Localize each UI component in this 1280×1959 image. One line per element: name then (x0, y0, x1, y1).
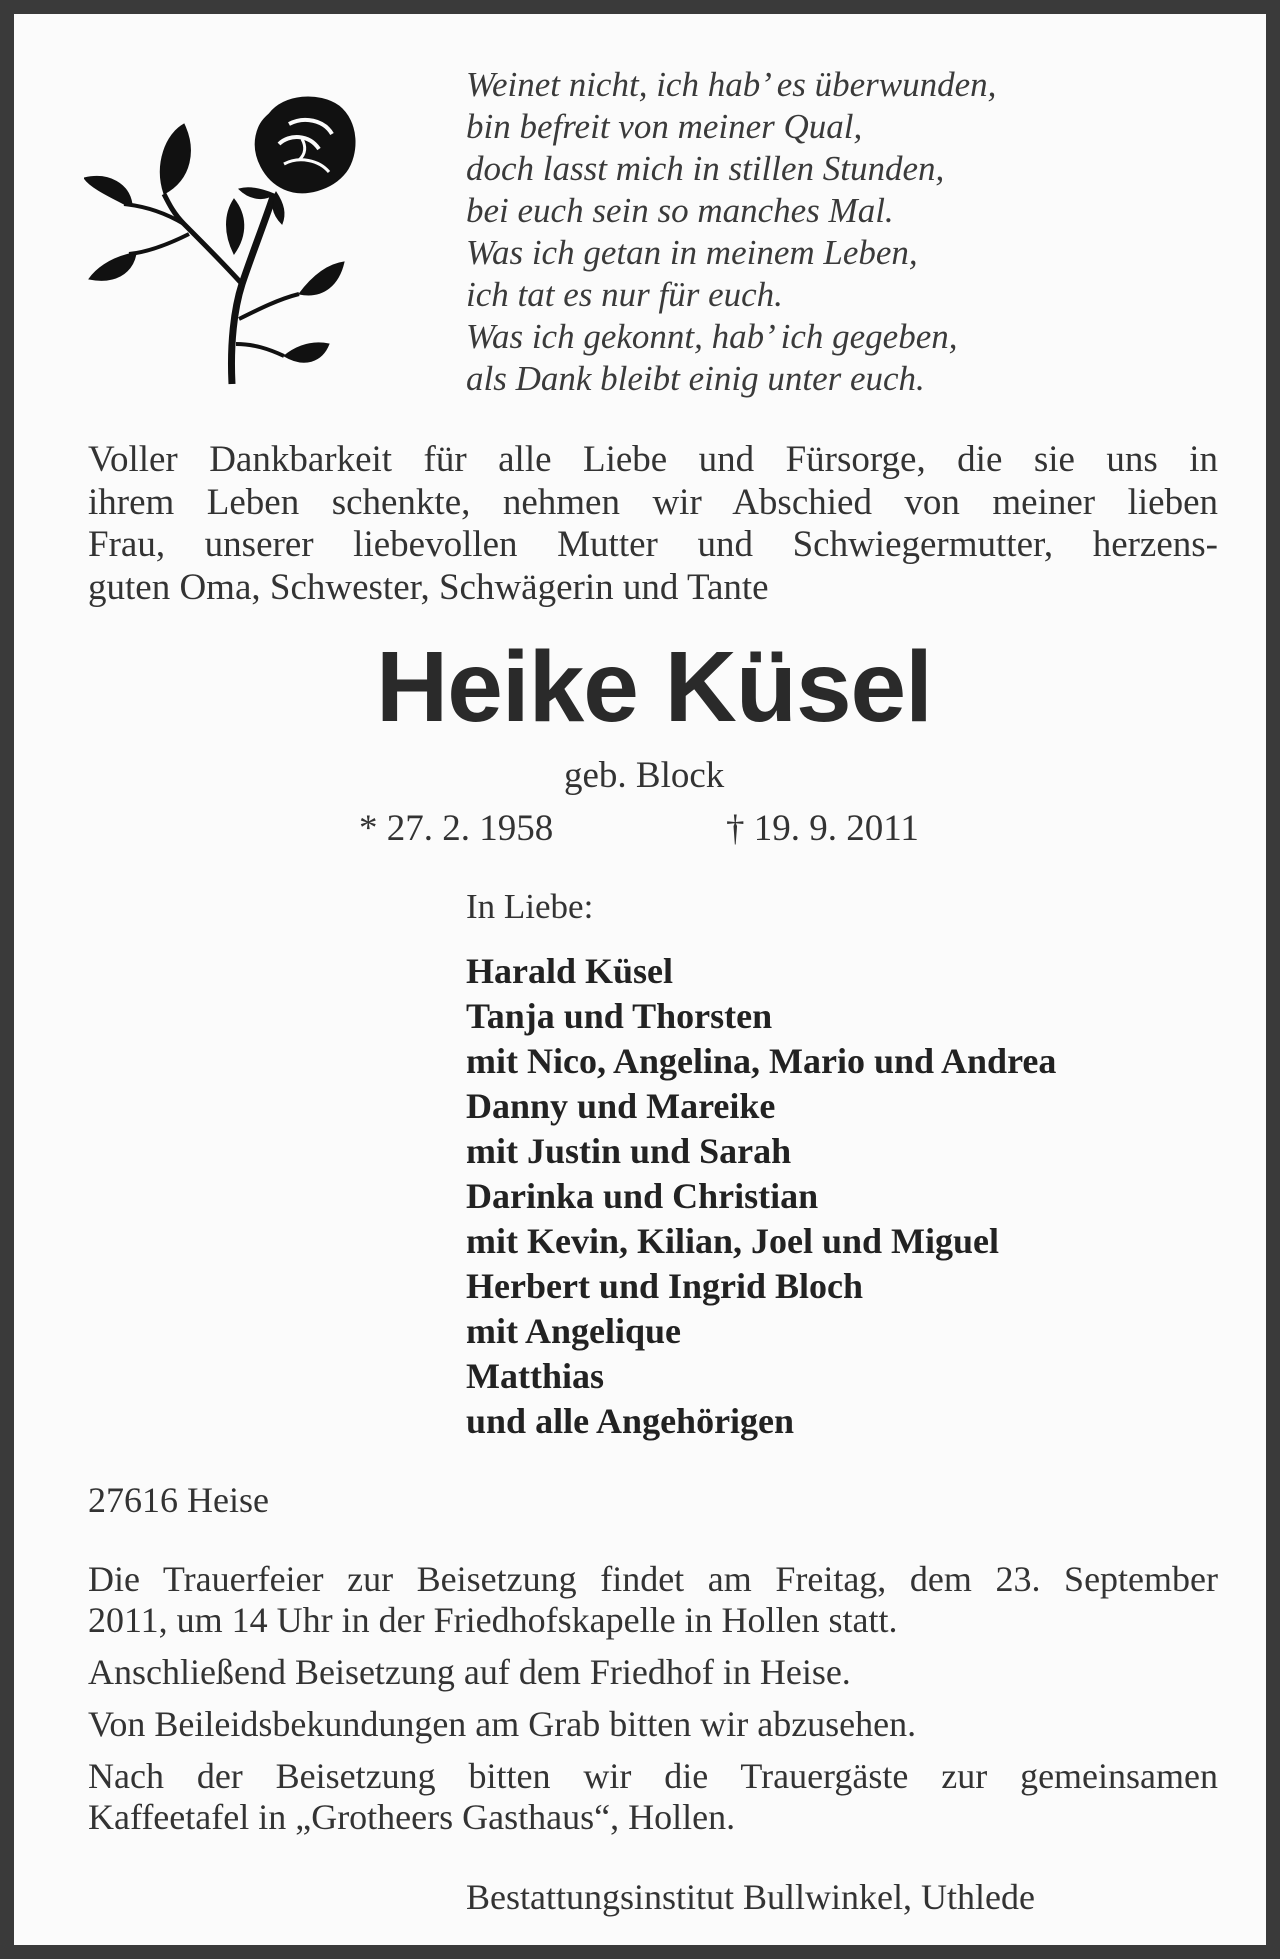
deceased-name: Heike Küsel (376, 631, 932, 743)
place: 27616 Heise (88, 1480, 269, 1520)
poem-line: Weinet nicht, ich hab’ es überwunden, (466, 65, 997, 104)
burial-notice (88, 1652, 1218, 1693)
poem-line: als Dank bleibt einig unter euch. (466, 359, 925, 398)
funeral-notice-line: Die Trauerfeier zur Beisetzung findet am Freitag, dem 23. September (88, 1559, 1218, 1599)
poem-line: doch lasst mich in stillen Stunden, (466, 149, 945, 188)
mourner-line: Matthias (466, 1356, 604, 1396)
mourner-line: mit Kevin, Kilian, Joel und Miguel (466, 1221, 1000, 1261)
intro-line: Voller Dankbarkeit für alle Liebe und Fürsorge, die sie uns in (88, 439, 1218, 480)
intro-line: Frau, unserer liebevollen Mutter und Schwiegermutter, herzens- (88, 524, 1218, 565)
birth-name: geb. Block (564, 755, 725, 796)
mourners-list (466, 949, 1056, 1444)
burial-notice-line: Anschließend Beisetzung auf dem Friedhof in Heise. (88, 1652, 851, 1692)
poem-line: Was ich gekonnt, hab’ ich gegeben, (466, 317, 958, 356)
mourner-line: Tanja und Thorsten (466, 996, 773, 1036)
poem-line: bei euch sein so manches Mal. (466, 191, 894, 230)
poem-line: bin befreit von meiner Qual, (466, 107, 863, 146)
mourner-line: mit Nico, Angelina, Mario und Andrea (466, 1041, 1057, 1081)
poem-line: Was ich getan in meinem Leben, (466, 233, 918, 272)
mourner-line: Danny und Mareike (466, 1086, 776, 1126)
funeral-notice (88, 1559, 1218, 1641)
reception-notice-line: Kaffeetafel in „Grotheers Gasthaus“, Hollen. (88, 1797, 736, 1837)
poem (466, 64, 996, 400)
rose-icon (84, 94, 364, 394)
reception-notice (88, 1756, 1218, 1838)
mourner-line: Darinka und Christian (466, 1176, 819, 1216)
poem-line: ich tat es nur für euch. (466, 275, 783, 314)
reception-notice-line: Nach der Beisetzung bitten wir die Trauergäste zur gemeinsamen (88, 1756, 1218, 1796)
mourner-line: Herbert und Ingrid Bloch (466, 1266, 864, 1306)
funeral-notice-line: 2011, um 14 Uhr in der Friedhofskapelle in Hollen statt. (88, 1600, 898, 1640)
death-date: † 19. 9. 2011 (726, 808, 919, 849)
mourner-line: mit Justin und Sarah (466, 1131, 792, 1171)
mourner-line: Harald Küsel (466, 951, 674, 991)
birth-date: * 27. 2. 1958 (359, 808, 554, 849)
intro-paragraph (88, 439, 1218, 609)
condolences-notice (88, 1704, 1218, 1745)
mourner-line: mit Angelique (466, 1311, 682, 1351)
mourner-line: und alle Angehörigen (466, 1401, 795, 1441)
mourners-heading: In Liebe: (466, 887, 594, 926)
intro-line: guten Oma, Schwester, Schwägerin und Tante (88, 566, 769, 608)
intro-line: ihrem Leben schenkte, nehmen wir Abschied von meiner lieben (88, 481, 1218, 523)
funeral-home: Bestattungsinstitut Bullwinkel, Uthlede (466, 1877, 1035, 1917)
condolences-notice-line: Von Beileidsbekundungen am Grab bitten wir abzusehen. (88, 1704, 917, 1744)
